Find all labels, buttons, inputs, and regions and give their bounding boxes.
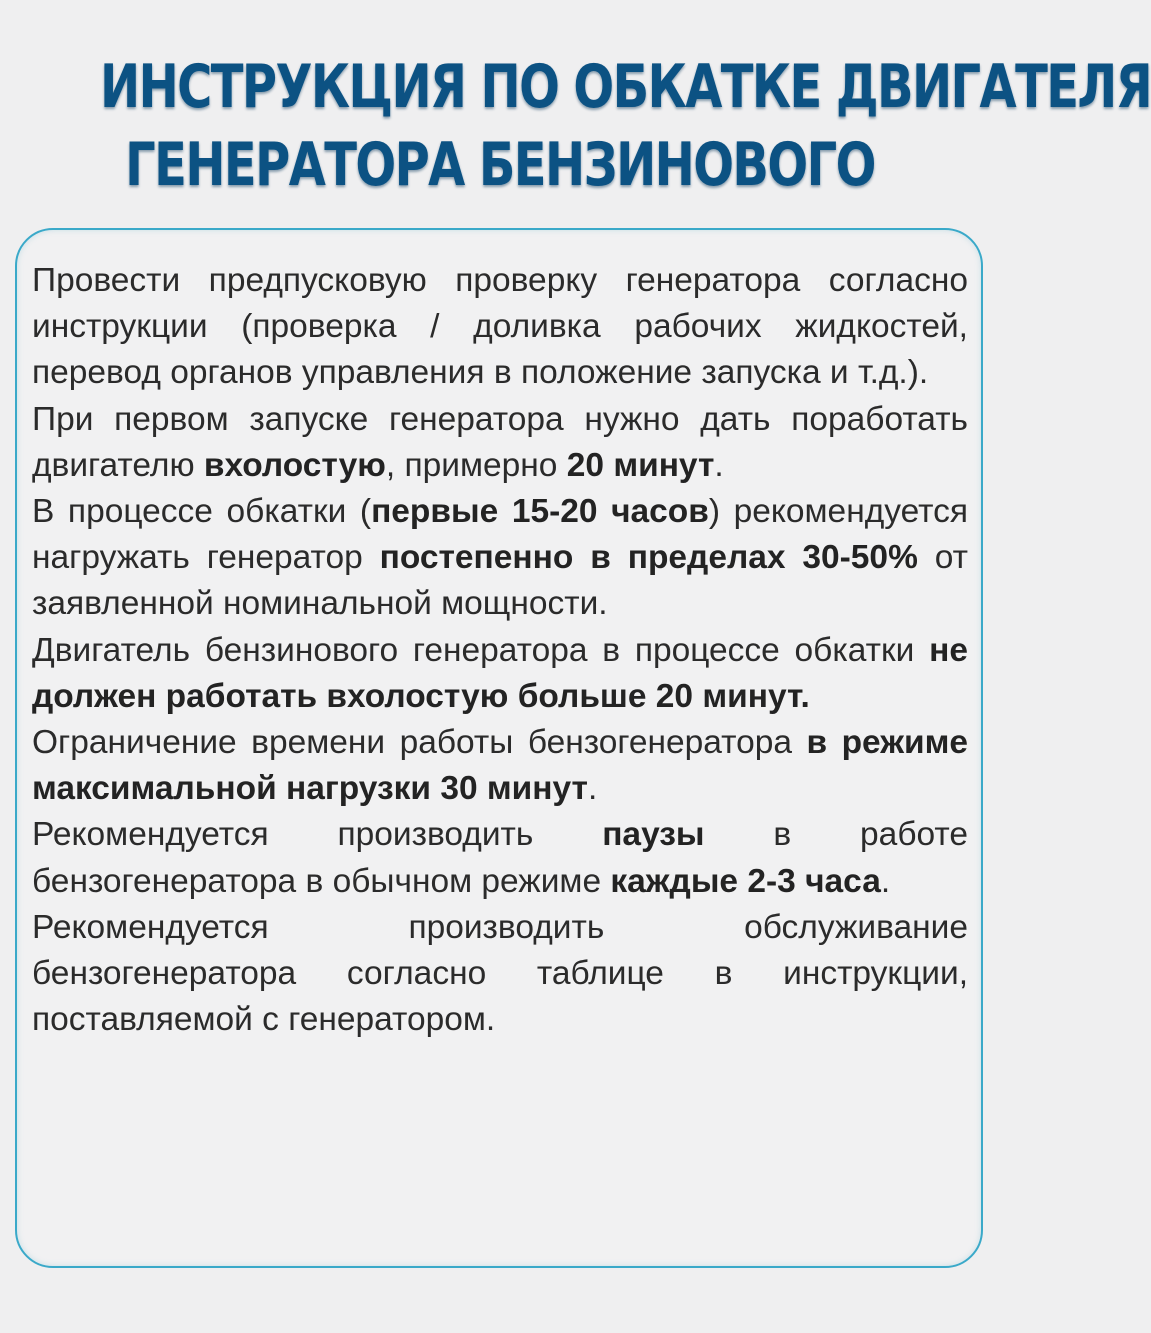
paragraph-maintenance: Рекомендуется производить обслуживание бензогенератора согласно таблице в инструкции, поставляемой с генератором.: [32, 908, 968, 1039]
paragraph-break-in-load: В процессе обкатки (первые 15-20 часов) рекомендуется нагружать генератор постепенно в пределах 30-50% от заявленной номинальной мощности.: [32, 493, 968, 623]
paragraph-idle-limit: Двигатель бензинового генератора в процессе обкатки не должен работать вхолостую больше 20 минут.: [32, 631, 968, 715]
page-title: [0, 48, 1151, 204]
paragraph-pauses: Рекомендуется производить паузы в работе бензогенератора в обычном режиме каждые 2-3 часа.: [32, 816, 968, 900]
title-line-2: ГЕНЕРАТОРА БЕНЗИНОВОГО: [125, 130, 875, 200]
instruction-text: [32, 258, 968, 1043]
paragraph-max-load-limit: Ограничение времени работы бензогенератора в режиме максимальной нагрузки 30 минут.: [32, 724, 968, 808]
paragraph-first-start: При первом запуске генератора нужно дать поработать двигателю вхолостую, примерно 20 минут.: [32, 400, 968, 484]
title-line-1: ИНСТРУКЦИЯ ПО ОБКАТКЕ ДВИГАТЕЛЯ: [100, 52, 1151, 122]
paragraph-precheck: Провести предпусковую проверку генератора согласно инструкции (проверка / доливка рабочих жидкостей, перевод органов управления в положение запуска и т.д.).: [32, 262, 968, 392]
